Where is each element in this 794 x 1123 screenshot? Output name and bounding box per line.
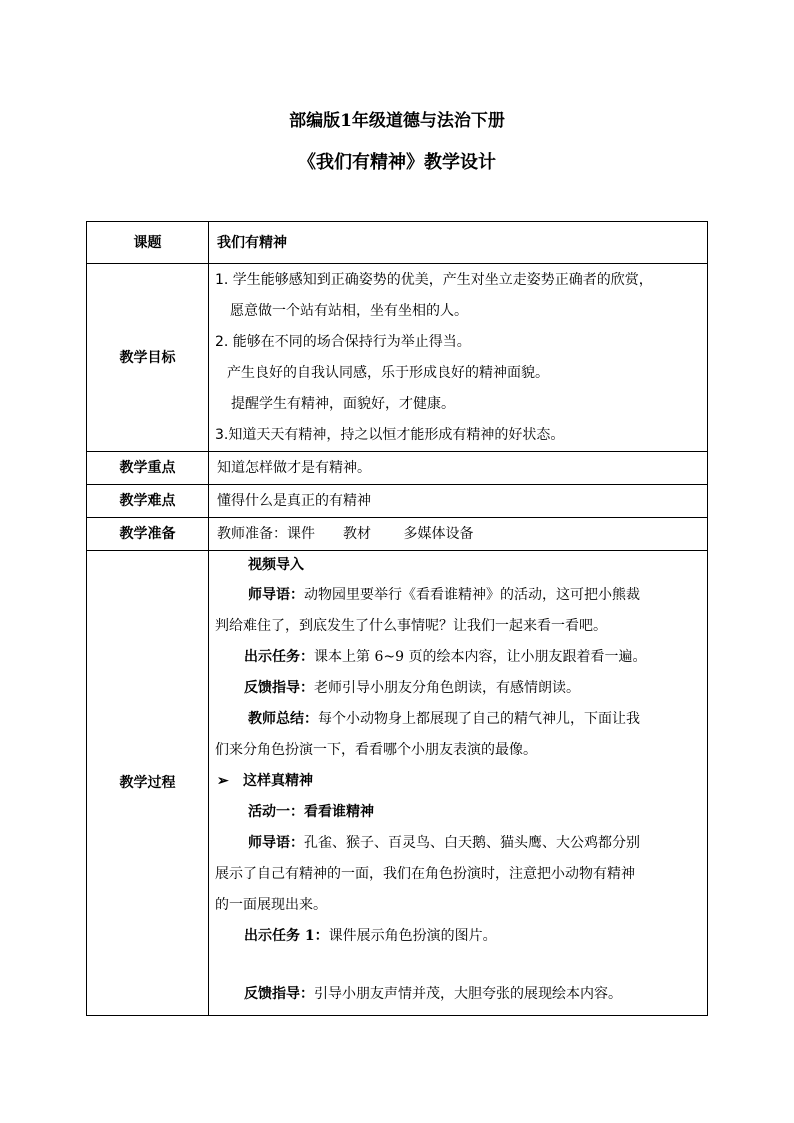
table-row <box>87 551 708 1016</box>
section-heading: 视频导入 <box>248 557 304 573</box>
section-heading: ➢ 这样真精神 <box>215 766 701 797</box>
paragraph-line <box>215 979 701 1010</box>
paragraph-line <box>215 642 701 673</box>
table-row <box>87 485 708 518</box>
table-row <box>87 452 708 485</box>
paragraph-line <box>215 704 701 735</box>
arrow-bullet-icon: ➢ <box>217 773 229 789</box>
paragraph-text: 引导小朋友声情并茂，大胆夸张的展现绘本内容。 <box>314 986 622 1002</box>
process-label: 教学过程 <box>87 551 209 1016</box>
table-row <box>87 222 708 264</box>
paragraph-text: 动物园里要举行《看看谁精神》的活动，这可把小熊裁 <box>304 587 640 603</box>
goal-line: 愿意做一个站有站相，坐有坐相的人。 <box>230 302 468 319</box>
goal-line: 2. 能够在不同的场合保持行为举止得当。 <box>215 333 471 350</box>
paragraph-label: 反馈指导： <box>244 680 314 696</box>
paragraph-line: 展示了自己有精神的一面，我们在角色扮演时，注意把小动物有精神 <box>215 866 635 882</box>
goal-line: 提醒学生有精神，面貌好，才健康。 <box>231 395 455 412</box>
prep-label: 教学准备 <box>87 518 209 551</box>
document-title: 部编版1年级道德与法治下册 <box>289 111 505 131</box>
difficulty-label: 教学难点 <box>87 485 209 518</box>
paragraph-line <box>215 921 701 952</box>
paragraph-line <box>215 673 701 704</box>
paragraph-label: 出示任务 1： <box>244 928 329 944</box>
paragraph-label: 反馈指导： <box>244 986 314 1002</box>
activity-heading: 活动一：看看谁精神 <box>248 804 374 820</box>
difficulty-value: 懂得什么是真正的有精神 <box>209 485 708 518</box>
paragraph-label: 教师总结： <box>248 711 318 727</box>
topic-value: 我们有精神 <box>209 222 708 264</box>
paragraph-text: 孔雀、猴子、百灵鸟、白天鹅、猫头鹰、大公鸡都分别 <box>304 835 640 851</box>
topic-label: 课题 <box>87 222 209 264</box>
paragraph-text: 课件展示角色扮演的图片。 <box>328 928 497 944</box>
goals-label: 教学目标 <box>87 264 209 452</box>
paragraph-line: 的一面展现出来。 <box>215 897 327 913</box>
paragraph-label: 出示任务： <box>244 649 314 665</box>
spacer <box>215 952 701 979</box>
goals-cell <box>209 264 708 452</box>
focus-value: 知道怎样做才是有精神。 <box>209 452 708 485</box>
goal-line: 3.知道天天有精神，持之以恒才能形成有精神的好状态。 <box>215 426 565 443</box>
lesson-plan-table <box>86 221 708 1016</box>
goal-line: 1. 学生能够感知到正确姿势的优美，产生对坐立走姿势正确者的欣赏， <box>215 271 653 288</box>
paragraph-line: 们来分角色扮演一下，看看哪个小朋友表演的最像。 <box>215 742 537 758</box>
paragraph-text: 每个小动物身上都展现了自己的精气神儿，下面让我 <box>318 711 640 727</box>
table-row <box>87 264 708 452</box>
paragraph-label: 师导语： <box>248 587 304 603</box>
prep-value: 教师准备：课件 教材 多媒体设备 <box>209 518 708 551</box>
paragraph-label: 师导语： <box>248 835 304 851</box>
table-row <box>87 518 708 551</box>
paragraph-line <box>215 828 701 859</box>
paragraph-text: 课本上第 6~9 页的绘本内容，让小朋友跟着看一遍。 <box>314 649 647 665</box>
process-cell <box>209 551 708 1016</box>
paragraph-line <box>215 580 701 611</box>
document-subtitle: 《我们有精神》教学设计 <box>298 152 496 173</box>
paragraph-text: 老师引导小朋友分角色朗读，有感情朗读。 <box>314 680 580 696</box>
goal-line: 产生良好的自我认同感，乐于形成良好的精神面貌。 <box>227 364 549 381</box>
focus-label: 教学重点 <box>87 452 209 485</box>
paragraph-line: 判给难住了，到底发生了什么事情呢？让我们一起来看一看吧。 <box>215 618 607 634</box>
